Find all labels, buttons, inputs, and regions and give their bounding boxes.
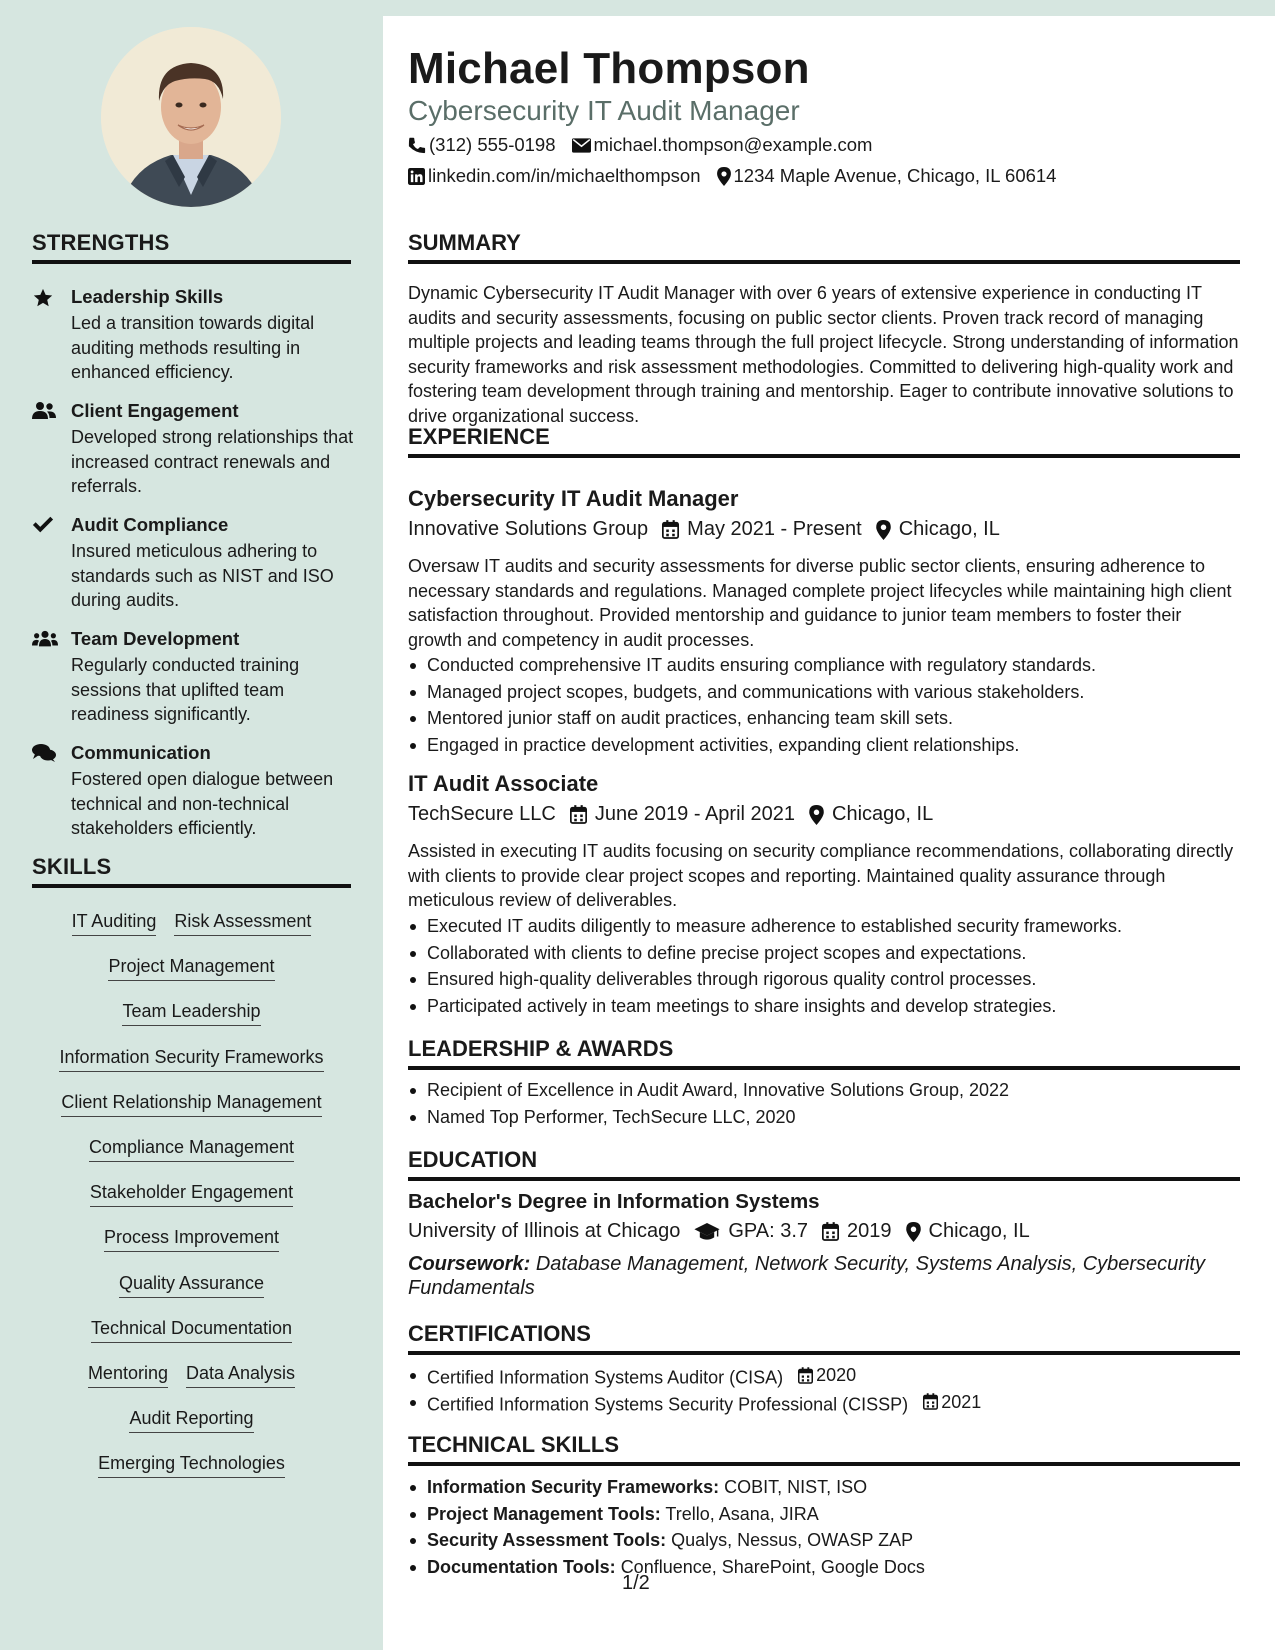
star-icon — [32, 287, 56, 309]
certification-year: 2021 — [941, 1391, 982, 1412]
company-name: Innovative Solutions Group — [408, 518, 649, 540]
skills-title: SKILLS — [32, 854, 351, 888]
skill-tag: Risk Assessment — [174, 910, 311, 936]
list-item: Conducted comprehensive IT audits ensuring compliance with regulatory standards. — [408, 653, 1240, 680]
calendar-icon — [662, 520, 679, 539]
skill-tag: Team Leadership — [122, 1000, 260, 1026]
summary-title: SUMMARY — [408, 230, 1240, 264]
tech-skill-value: COBIT, NIST, ISO — [724, 1477, 868, 1497]
users-icon — [32, 401, 56, 423]
job-meta — [408, 803, 947, 826]
technical-skills-title: TECHNICAL SKILLS — [408, 1432, 1240, 1466]
job-title: IT Audit Associate — [408, 771, 599, 796]
calendar-icon — [570, 805, 587, 824]
email-text: michael.thompson@example.com — [593, 134, 873, 155]
graduation-cap-icon — [694, 1223, 720, 1241]
experience-title: EXPERIENCE — [408, 424, 1240, 458]
list-item — [408, 1528, 1240, 1555]
strengths-title: STRENGTHS — [32, 230, 351, 264]
calendar-icon — [798, 1367, 813, 1384]
list-item: Participated actively in team meetings to share insights and develop strategies. — [408, 994, 1240, 1021]
email-contact — [572, 134, 873, 156]
profile-photo — [101, 27, 281, 207]
skill-tag: Emerging Technologies — [98, 1452, 285, 1478]
list-item: Collaborated with clients to define precise project scopes and expectations. — [408, 941, 1240, 968]
strength-title: Leadership Skills — [71, 286, 224, 307]
map-pin-icon — [906, 1222, 921, 1242]
tech-skill-value: Qualys, Nessus, OWASP ZAP — [671, 1530, 914, 1551]
list-item: Executed IT audits diligently to measure adherence to established security frameworks. — [408, 914, 1240, 941]
tech-skill-value: Trello, Asana, JIRA — [665, 1503, 819, 1524]
tech-skill-label: Documentation Tools: — [427, 1556, 616, 1577]
skill-tag: Data Analysis — [186, 1362, 295, 1388]
certification-name: Certified Information Systems Auditor (CISA) — [427, 1367, 784, 1388]
list-item: Recipient of Excellence in Audit Award, Innovative Solutions Group, 2022 — [408, 1078, 1240, 1105]
company-name: TechSecure LLC — [408, 803, 556, 825]
page-number: 1/2 — [622, 1572, 650, 1594]
skill-tag: Mentoring — [88, 1362, 168, 1388]
list-item: Engaged in practice development activities, expanding client relationships. — [408, 733, 1240, 760]
skill-tag: Information Security Frameworks — [59, 1046, 323, 1072]
graduation-year-text: 2019 — [847, 1220, 892, 1242]
job-location-text: Chicago, IL — [832, 803, 934, 825]
list-item — [408, 1502, 1240, 1529]
envelope-icon — [572, 138, 591, 153]
strength-description: Insured meticulous adhering to standards such as NIST and ISO during audits. — [71, 541, 334, 610]
graduation-year — [822, 1220, 892, 1243]
skill-tag: Process Improvement — [104, 1226, 279, 1252]
skill-tag: Audit Reporting — [129, 1407, 253, 1433]
job-location — [809, 803, 933, 826]
comments-icon — [32, 743, 56, 765]
education-meta — [408, 1220, 1044, 1243]
map-pin-icon — [717, 167, 731, 186]
job-meta — [408, 518, 1014, 541]
candidate-title: Cybersecurity IT Audit Manager — [408, 95, 800, 126]
job-dates — [662, 518, 862, 541]
job-location — [876, 518, 1000, 541]
gpa — [694, 1220, 808, 1243]
phone-text: (312) 555-0198 — [429, 134, 556, 155]
strength-title: Audit Compliance — [71, 514, 229, 535]
map-pin-icon — [876, 520, 891, 540]
linkedin-contact — [408, 165, 701, 187]
list-item — [408, 1475, 1240, 1502]
linkedin-text: linkedin.com/in/michaelthompson — [428, 165, 701, 186]
linkedin-icon — [408, 168, 425, 185]
tech-skill-label: Project Management Tools: — [427, 1503, 661, 1524]
list-item: Mentored junior staff on audit practices, enhancing team skill sets. — [408, 706, 1240, 733]
coursework-label: Coursework: — [408, 1253, 531, 1275]
job-location-text: Chicago, IL — [898, 518, 1000, 540]
list-item — [408, 1390, 1240, 1417]
tech-skill-label: Information Security Frameworks: — [427, 1477, 720, 1497]
contact-row — [408, 165, 1072, 187]
strength-title: Team Development — [71, 628, 240, 649]
education-location-text: Chicago, IL — [928, 1220, 1030, 1242]
job-bullets — [408, 914, 1240, 1020]
job-description: Assisted in executing IT audits focusing on security compliance recommendations, collaborating directly with clients to provide clear project scopes and reporting. Maintained quality assurance through meticulous review of deliverables. — [408, 841, 1234, 910]
job-title: Cybersecurity IT Audit Manager — [408, 486, 739, 511]
job-bullets — [408, 653, 1240, 759]
address-text: 1234 Maple Avenue, Chicago, IL 60614 — [733, 165, 1057, 186]
school-name: University of Illinois at Chicago — [408, 1220, 681, 1242]
summary-text: Dynamic Cybersecurity IT Audit Manager with over 6 years of extensive experience in conducting IT audits and security assessments, focusing on public sector clients. Proven track record of managing multiple projects and leading teams through the full project lifecycle. Strong understanding of information security frameworks and risk assessment methodologies. Committed to delivering high-quality work and fostering team development through training and mentorship. Eager to contribute innovative solutions to drive organizational success. — [408, 283, 1239, 426]
candidate-name: Michael Thompson — [408, 44, 810, 93]
technical-skills-list — [408, 1475, 1240, 1581]
certification-date — [923, 1390, 981, 1414]
skills-list — [32, 910, 351, 1497]
coursework-text: Database Management, Network Security, Systems Analysis, Cybersecurity Fundamentals — [408, 1253, 1205, 1299]
contact-row — [408, 134, 888, 156]
strength-description: Led a transition towards digital auditing methods resulting in enhanced efficiency. — [71, 313, 315, 382]
strength-description: Developed strong relationships that increased contract renewals and referrals. — [71, 427, 354, 496]
list-item: Named Top Performer, TechSecure LLC, 2020 — [408, 1105, 1240, 1132]
map-pin-icon — [809, 805, 824, 825]
tech-skill-label: Security Assessment Tools: — [427, 1530, 667, 1551]
team-icon — [32, 629, 56, 651]
list-item: Ensured high-quality deliverables through rigorous quality control processes. — [408, 967, 1240, 994]
skill-tag: Technical Documentation — [91, 1317, 292, 1343]
job-description: Oversaw IT audits and security assessments for diverse public sector clients, ensuring adherence to necessary standards and regulations. Managed complete project lifecycles while maintaining high client satisfaction throughout. Provided mentorship and guidance to junior team members to foster their growth and competency in audit processes. — [408, 556, 1232, 650]
skill-tag: Compliance Management — [89, 1136, 294, 1162]
skill-tag: IT Auditing — [72, 910, 157, 936]
address-contact — [717, 165, 1057, 187]
calendar-icon — [822, 1222, 839, 1241]
certification-name: Certified Information Systems Security Professional (CISSP) — [427, 1394, 909, 1415]
job-dates-text: May 2021 - Present — [687, 518, 862, 540]
certifications-title: CERTIFICATIONS — [408, 1321, 1240, 1355]
phone-contact — [408, 134, 556, 156]
list-item — [408, 1363, 1240, 1390]
skill-tag: Stakeholder Engagement — [90, 1181, 293, 1207]
job-dates-text: June 2019 - April 2021 — [594, 803, 796, 825]
degree-title: Bachelor's Degree in Information Systems — [408, 1190, 820, 1213]
list-item: Managed project scopes, budgets, and communications with various stakeholders. — [408, 680, 1240, 707]
awards-title: LEADERSHIP & AWARDS — [408, 1036, 1240, 1070]
skill-tag: Project Management — [108, 955, 274, 981]
strength-title: Communication — [71, 742, 211, 763]
strength-title: Client Engagement — [71, 400, 239, 421]
certification-date — [798, 1363, 856, 1387]
gpa-text: GPA: 3.7 — [728, 1220, 809, 1242]
coursework — [408, 1252, 1240, 1300]
skill-tag: Quality Assurance — [119, 1272, 264, 1298]
education-title: EDUCATION — [408, 1147, 1240, 1181]
phone-icon — [408, 136, 426, 154]
strength-description: Regularly conducted training sessions that uplifted team readiness significantly. — [71, 655, 300, 724]
awards-list — [408, 1078, 1240, 1131]
check-icon — [32, 515, 56, 537]
certification-year: 2020 — [816, 1365, 857, 1385]
tech-skill-value: Confluence, SharePoint, Google Docs — [620, 1556, 925, 1577]
education-location — [906, 1220, 1030, 1243]
list-item — [408, 1555, 1240, 1582]
certifications-list — [408, 1363, 1240, 1416]
strength-description: Fostered open dialogue between technical and non-technical stakeholders efficiently. — [71, 769, 334, 838]
calendar-icon — [923, 1393, 938, 1410]
skill-tag: Client Relationship Management — [61, 1091, 321, 1117]
job-dates — [570, 803, 795, 826]
